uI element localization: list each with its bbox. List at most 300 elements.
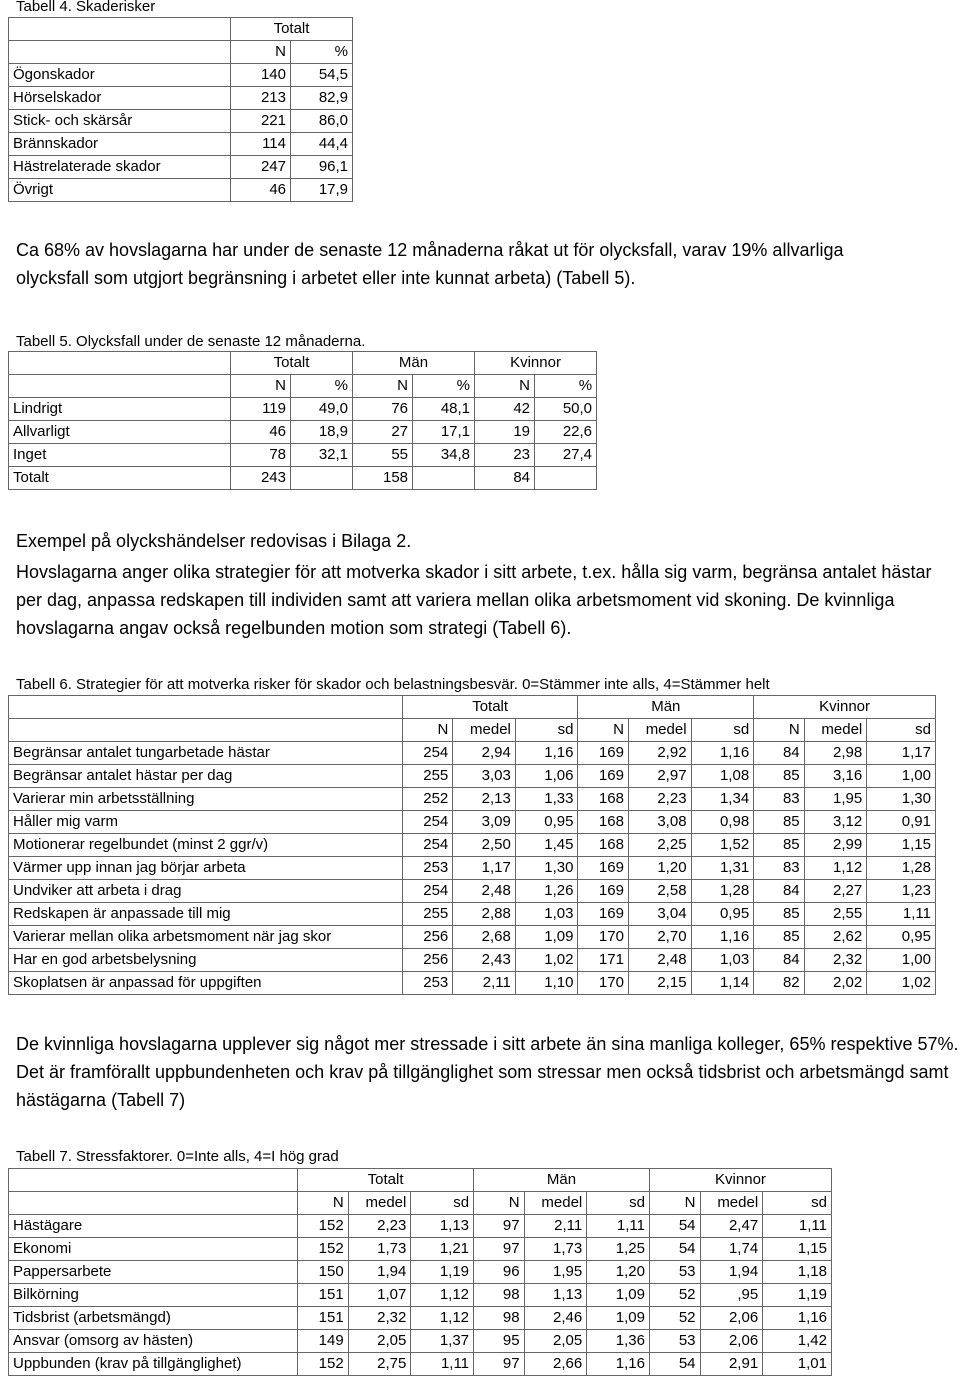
cell: 82 [754, 972, 804, 995]
table-row [9, 87, 353, 110]
table4-col-n: N [231, 41, 291, 64]
cell: 2,62 [804, 926, 867, 949]
cell: 54 [649, 1238, 700, 1261]
cell: 0,95 [515, 811, 578, 834]
cell: 1,15 [867, 834, 936, 857]
table5-sub-pct: % [291, 375, 353, 398]
cell: 1,94 [348, 1261, 411, 1284]
cell: 98 [474, 1284, 525, 1307]
cell: 1,18 [763, 1261, 832, 1284]
table-row [9, 1215, 832, 1238]
cell: 48,1 [413, 398, 475, 421]
cell: 2,48 [628, 949, 691, 972]
row-label: Motionerar regelbundet (minst 2 ggr/v) [9, 834, 403, 857]
table7-sub-medel: medel [348, 1192, 411, 1215]
table7-header-blank [9, 1169, 298, 1192]
cell: 27,4 [535, 444, 597, 467]
cell: 83 [754, 857, 804, 880]
cell: 1,21 [411, 1238, 474, 1261]
table5-subheader-blank [9, 375, 231, 398]
cell: 96 [474, 1261, 525, 1284]
table6-sub-n: N [402, 719, 452, 742]
cell: 1,30 [867, 788, 936, 811]
cell: 84 [754, 949, 804, 972]
cell: 2,11 [524, 1215, 587, 1238]
cell: 2,23 [348, 1215, 411, 1238]
cell: 2,50 [453, 834, 516, 857]
table7 [8, 1168, 832, 1376]
cell [413, 467, 475, 490]
table-row [9, 133, 353, 156]
cell: 1,52 [691, 834, 754, 857]
cell: 2,97 [628, 765, 691, 788]
row-label: Ansvar (omsorg av hästen) [9, 1330, 298, 1353]
table5-group-kvinnor: Kvinnor [475, 352, 597, 375]
cell: 1,17 [867, 742, 936, 765]
table4-group-header: Totalt [231, 18, 353, 41]
table5-sub-n: N [475, 375, 535, 398]
row-label: Varierar mellan olika arbetsmoment när jag skor [9, 926, 403, 949]
cell: 27 [353, 421, 413, 444]
cell: 2,99 [804, 834, 867, 857]
cell-pct: 17,9 [291, 179, 353, 202]
cell: 53 [649, 1330, 700, 1353]
cell: 255 [402, 765, 452, 788]
cell: 169 [578, 742, 628, 765]
cell: 1,31 [691, 857, 754, 880]
cell: 85 [754, 765, 804, 788]
cell: 1,08 [691, 765, 754, 788]
cell: 1,19 [763, 1284, 832, 1307]
cell: 1,28 [691, 880, 754, 903]
cell: 0,95 [691, 903, 754, 926]
cell: 22,6 [535, 421, 597, 444]
row-label: Pappersarbete [9, 1261, 298, 1284]
cell: 1,14 [691, 972, 754, 995]
cell: 2,92 [628, 742, 691, 765]
table-row [9, 765, 936, 788]
table6-sub-sd: sd [515, 719, 578, 742]
row-label: Ekonomi [9, 1238, 298, 1261]
cell: 169 [578, 857, 628, 880]
row-label: Håller mig varm [9, 811, 403, 834]
row-label: Tidsbrist (arbetsmängd) [9, 1307, 298, 1330]
table4-header-blank [9, 18, 231, 41]
cell: 3,16 [804, 765, 867, 788]
cell: 254 [402, 880, 452, 903]
table-row [9, 972, 936, 995]
table-row [9, 398, 597, 421]
table7-sub-medel: medel [524, 1192, 587, 1215]
cell: 2,05 [524, 1330, 587, 1353]
table5-header-row [9, 352, 597, 375]
table5-group-man: Män [353, 352, 475, 375]
cell: 2,32 [804, 949, 867, 972]
row-label: Hästrelaterade skador [9, 156, 231, 179]
cell [291, 467, 353, 490]
table4-col-pct: % [291, 41, 353, 64]
table-row [9, 880, 936, 903]
cell: 1,42 [763, 1330, 832, 1353]
cell: 1,06 [515, 765, 578, 788]
cell: 2,98 [804, 742, 867, 765]
cell: 97 [474, 1238, 525, 1261]
cell: 168 [578, 811, 628, 834]
cell: 1,28 [867, 857, 936, 880]
cell: 254 [402, 834, 452, 857]
cell: 168 [578, 788, 628, 811]
cell: 1,11 [763, 1215, 832, 1238]
table6-group-man: Män [578, 696, 754, 719]
cell: 1,95 [524, 1261, 587, 1284]
table-row [9, 857, 936, 880]
table7-sub-sd: sd [411, 1192, 474, 1215]
table4-caption: Tabell 4. Skaderisker [16, 0, 156, 15]
cell: 255 [402, 903, 452, 926]
table7-sub-n: N [649, 1192, 700, 1215]
cell: 1,12 [411, 1284, 474, 1307]
table6-sub-sd: sd [691, 719, 754, 742]
row-label: Allvarligt [9, 421, 231, 444]
cell: 2,23 [628, 788, 691, 811]
cell: 34,8 [413, 444, 475, 467]
table7-subheader-row [9, 1192, 832, 1215]
table5-sub-n: N [353, 375, 413, 398]
cell: 2,46 [524, 1307, 587, 1330]
table-row [9, 156, 353, 179]
cell [535, 467, 597, 490]
cell: 2,13 [453, 788, 516, 811]
cell: 1,95 [804, 788, 867, 811]
row-label: Övrigt [9, 179, 231, 202]
row-label: Varierar min arbetsställning [9, 788, 403, 811]
cell: 84 [754, 742, 804, 765]
cell: 2,06 [700, 1307, 763, 1330]
row-label: Begränsar antalet hästar per dag [9, 765, 403, 788]
cell: 32,1 [291, 444, 353, 467]
cell: 1,30 [515, 857, 578, 880]
cell: 2,66 [524, 1353, 587, 1376]
cell: 3,09 [453, 811, 516, 834]
cell: 95 [474, 1330, 525, 1353]
row-label: Bilkörning [9, 1284, 298, 1307]
table-row [9, 444, 597, 467]
paragraph-appendix-ref: Exempel på olyckshändelser redovisas i Bilaga 2. [16, 531, 412, 551]
cell-n: 140 [231, 64, 291, 87]
cell: 150 [298, 1261, 349, 1284]
table-row [9, 179, 353, 202]
cell: 1,15 [763, 1238, 832, 1261]
table7-group-kvinnor: Kvinnor [649, 1169, 831, 1192]
row-label: Har en god arbetsbelysning [9, 949, 403, 972]
table5-sub-pct: % [413, 375, 475, 398]
row-label: Brännskador [9, 133, 231, 156]
cell: 0,95 [867, 926, 936, 949]
table-row [9, 1261, 832, 1284]
cell: 253 [402, 972, 452, 995]
table-row [9, 64, 353, 87]
cell: 3,08 [628, 811, 691, 834]
paragraph-stress: De kvinnliga hovslagarna upplever sig något mer stressade i sitt arbete än sina manliga kolleger, 65% respektive 57%. Det är framförallt uppbundenheten och krav på tillgänglighet som stressar men också tidsbrist och arbetsmängd samt hästägarna (Tabell 7) [16, 1034, 959, 1110]
table4-subheader-blank [9, 41, 231, 64]
table7-group-man: Män [474, 1169, 650, 1192]
cell: 97 [474, 1353, 525, 1376]
cell: 1,09 [515, 926, 578, 949]
cell: 170 [578, 926, 628, 949]
cell: 119 [231, 398, 291, 421]
table7-caption: Tabell 7. Stressfaktorer. 0=Inte alls, 4=I hög grad [16, 1148, 339, 1165]
table-row [9, 1307, 832, 1330]
cell: 168 [578, 834, 628, 857]
cell: 0,98 [691, 811, 754, 834]
cell: 1,02 [867, 972, 936, 995]
cell-pct: 44,4 [291, 133, 353, 156]
cell: 1,16 [691, 926, 754, 949]
cell: 1,10 [515, 972, 578, 995]
cell: 1,09 [587, 1284, 650, 1307]
cell: 78 [231, 444, 291, 467]
cell: 46 [231, 421, 291, 444]
cell: 1,20 [628, 857, 691, 880]
cell-pct: 82,9 [291, 87, 353, 110]
row-label: Totalt [9, 467, 231, 490]
cell: 1,09 [587, 1307, 650, 1330]
cell: 2,06 [700, 1330, 763, 1353]
cell: 1,11 [867, 903, 936, 926]
cell: 2,75 [348, 1353, 411, 1376]
cell: 1,13 [524, 1284, 587, 1307]
cell: 1,03 [515, 903, 578, 926]
cell: 158 [353, 467, 413, 490]
cell: 1,11 [587, 1215, 650, 1238]
cell: 1,45 [515, 834, 578, 857]
table-row [9, 834, 936, 857]
cell: 1,16 [515, 742, 578, 765]
table6-sub-n: N [578, 719, 628, 742]
table-row [9, 1284, 832, 1307]
cell: 1,12 [411, 1307, 474, 1330]
table5-group-totalt: Totalt [231, 352, 353, 375]
cell: 50,0 [535, 398, 597, 421]
cell: 151 [298, 1284, 349, 1307]
cell: 254 [402, 742, 452, 765]
cell: 1,74 [700, 1238, 763, 1261]
table-row [9, 110, 353, 133]
cell: 84 [754, 880, 804, 903]
table6-subheader-blank [9, 719, 403, 742]
cell: 53 [649, 1261, 700, 1284]
table-row [9, 811, 936, 834]
table5-subheader-row [9, 375, 597, 398]
table6-sub-medel: medel [453, 719, 516, 742]
cell: 1,16 [763, 1307, 832, 1330]
cell: 1,16 [587, 1353, 650, 1376]
cell: 1,01 [763, 1353, 832, 1376]
cell: 152 [298, 1238, 349, 1261]
row-label: Skoplatsen är anpassad för uppgiften [9, 972, 403, 995]
cell: 52 [649, 1284, 700, 1307]
cell: 3,03 [453, 765, 516, 788]
cell: 2,94 [453, 742, 516, 765]
cell: 85 [754, 811, 804, 834]
table4-header-row [9, 18, 353, 41]
cell: 254 [402, 811, 452, 834]
cell: 171 [578, 949, 628, 972]
cell: 2,15 [628, 972, 691, 995]
table-row [9, 742, 936, 765]
table7-sub-sd: sd [587, 1192, 650, 1215]
table7-sub-n: N [474, 1192, 525, 1215]
cell: 0,91 [867, 811, 936, 834]
row-label: Uppbunden (krav på tillgänglighet) [9, 1353, 298, 1376]
table7-sub-sd: sd [763, 1192, 832, 1215]
row-label: Stick- och skärsår [9, 110, 231, 133]
table6-group-kvinnor: Kvinnor [754, 696, 936, 719]
cell-n: 221 [231, 110, 291, 133]
cell: 2,68 [453, 926, 516, 949]
table6-sub-n: N [754, 719, 804, 742]
cell: 149 [298, 1330, 349, 1353]
row-label: Hörselskador [9, 87, 231, 110]
table-row [9, 926, 936, 949]
cell: 253 [402, 857, 452, 880]
cell: 1,36 [587, 1330, 650, 1353]
table5 [8, 351, 597, 490]
cell: 152 [298, 1215, 349, 1238]
table-row [9, 1353, 832, 1376]
cell: 1,20 [587, 1261, 650, 1284]
cell: 19 [475, 421, 535, 444]
table6-sub-sd: sd [867, 719, 936, 742]
cell: 243 [231, 467, 291, 490]
cell: 1,26 [515, 880, 578, 903]
cell: 1,25 [587, 1238, 650, 1261]
table5-sub-n: N [231, 375, 291, 398]
table6-header-row [9, 696, 936, 719]
cell: 170 [578, 972, 628, 995]
row-label: Värmer upp innan jag börjar arbeta [9, 857, 403, 880]
cell: 85 [754, 834, 804, 857]
row-label: Redskapen är anpassade till mig [9, 903, 403, 926]
cell-n: 213 [231, 87, 291, 110]
cell: 1,00 [867, 949, 936, 972]
cell: 256 [402, 949, 452, 972]
cell: 1,16 [691, 742, 754, 765]
cell: 2,27 [804, 880, 867, 903]
row-label: Begränsar antalet tungarbetade hästar [9, 742, 403, 765]
cell: 2,25 [628, 834, 691, 857]
cell-n: 114 [231, 133, 291, 156]
table4 [8, 17, 353, 202]
cell: 1,11 [411, 1353, 474, 1376]
cell-pct: 96,1 [291, 156, 353, 179]
table6-caption: Tabell 6. Strategier för att motverka risker för skador och belastningsbesvär. 0=Stämmer inte alls, 4=Stämmer helt [16, 676, 770, 693]
cell-n: 46 [231, 179, 291, 202]
paragraph-strategies: Hovslagarna anger olika strategier för att motverka skador i sitt arbete, t.ex. hålla sig varm, begränsa antalet hästar per dag, anpassa redskapen till individen samt att variera mellan olika arbetsmoment vid skoning. De kvinnliga hovslagarna angav också regelbunden motion som strategi (Tabell 6). [16, 562, 932, 638]
table6-body [9, 742, 936, 995]
cell: 151 [298, 1307, 349, 1330]
cell: 169 [578, 765, 628, 788]
cell: 1,00 [867, 765, 936, 788]
table6 [8, 695, 936, 995]
row-label: Hästägare [9, 1215, 298, 1238]
table-row [9, 467, 597, 490]
table5-caption: Tabell 5. Olycksfall under de senaste 12 månaderna. [16, 333, 366, 350]
cell: 54 [649, 1215, 700, 1238]
table6-sub-medel: medel [804, 719, 867, 742]
table7-body [9, 1215, 832, 1376]
cell: 76 [353, 398, 413, 421]
paragraph-accidents: Ca 68% av hovslagarna har under de senaste 12 månaderna råkat ut för olycksfall, varav 19% allvarliga olycksfall som utgjort begränsning i arbetet eller inte kunnat arbeta) (Tabell 5). [16, 240, 844, 288]
cell: 2,55 [804, 903, 867, 926]
table6-header-blank [9, 696, 403, 719]
table7-subheader-blank [9, 1192, 298, 1215]
table7-header-row [9, 1169, 832, 1192]
table5-sub-pct: % [535, 375, 597, 398]
cell: 84 [475, 467, 535, 490]
cell: 52 [649, 1307, 700, 1330]
cell: 1,19 [411, 1261, 474, 1284]
cell: 2,11 [453, 972, 516, 995]
cell: 152 [298, 1353, 349, 1376]
cell: 97 [474, 1215, 525, 1238]
cell: 1,73 [524, 1238, 587, 1261]
cell-pct: 54,5 [291, 64, 353, 87]
table-row [9, 421, 597, 444]
table7-group-totalt: Totalt [298, 1169, 474, 1192]
cell: 1,12 [804, 857, 867, 880]
table6-group-totalt: Totalt [402, 696, 578, 719]
cell: 54 [649, 1353, 700, 1376]
cell: 2,32 [348, 1307, 411, 1330]
cell: 1,33 [515, 788, 578, 811]
cell: 1,73 [348, 1238, 411, 1261]
cell: 1,07 [348, 1284, 411, 1307]
cell: 2,47 [700, 1215, 763, 1238]
cell: 169 [578, 880, 628, 903]
cell-n: 247 [231, 156, 291, 179]
cell: 1,02 [515, 949, 578, 972]
table6-sub-medel: medel [628, 719, 691, 742]
cell: 23 [475, 444, 535, 467]
table5-header-blank [9, 352, 231, 375]
cell: 2,70 [628, 926, 691, 949]
table-row [9, 903, 936, 926]
table-row [9, 788, 936, 811]
cell: 2,91 [700, 1353, 763, 1376]
table-row [9, 949, 936, 972]
cell: 3,12 [804, 811, 867, 834]
cell: 2,43 [453, 949, 516, 972]
table7-sub-medel: medel [700, 1192, 763, 1215]
row-label: Inget [9, 444, 231, 467]
cell: 98 [474, 1307, 525, 1330]
cell: 1,37 [411, 1330, 474, 1353]
row-label: Lindrigt [9, 398, 231, 421]
cell: 2,88 [453, 903, 516, 926]
cell: 3,04 [628, 903, 691, 926]
table-row [9, 1238, 832, 1261]
cell: 252 [402, 788, 452, 811]
table6-subheader-row [9, 719, 936, 742]
cell-pct: 86,0 [291, 110, 353, 133]
table4-subheader-row [9, 41, 353, 64]
cell: 1,23 [867, 880, 936, 903]
cell: ,95 [700, 1284, 763, 1307]
table7-sub-n: N [298, 1192, 349, 1215]
cell: 83 [754, 788, 804, 811]
cell: 85 [754, 926, 804, 949]
